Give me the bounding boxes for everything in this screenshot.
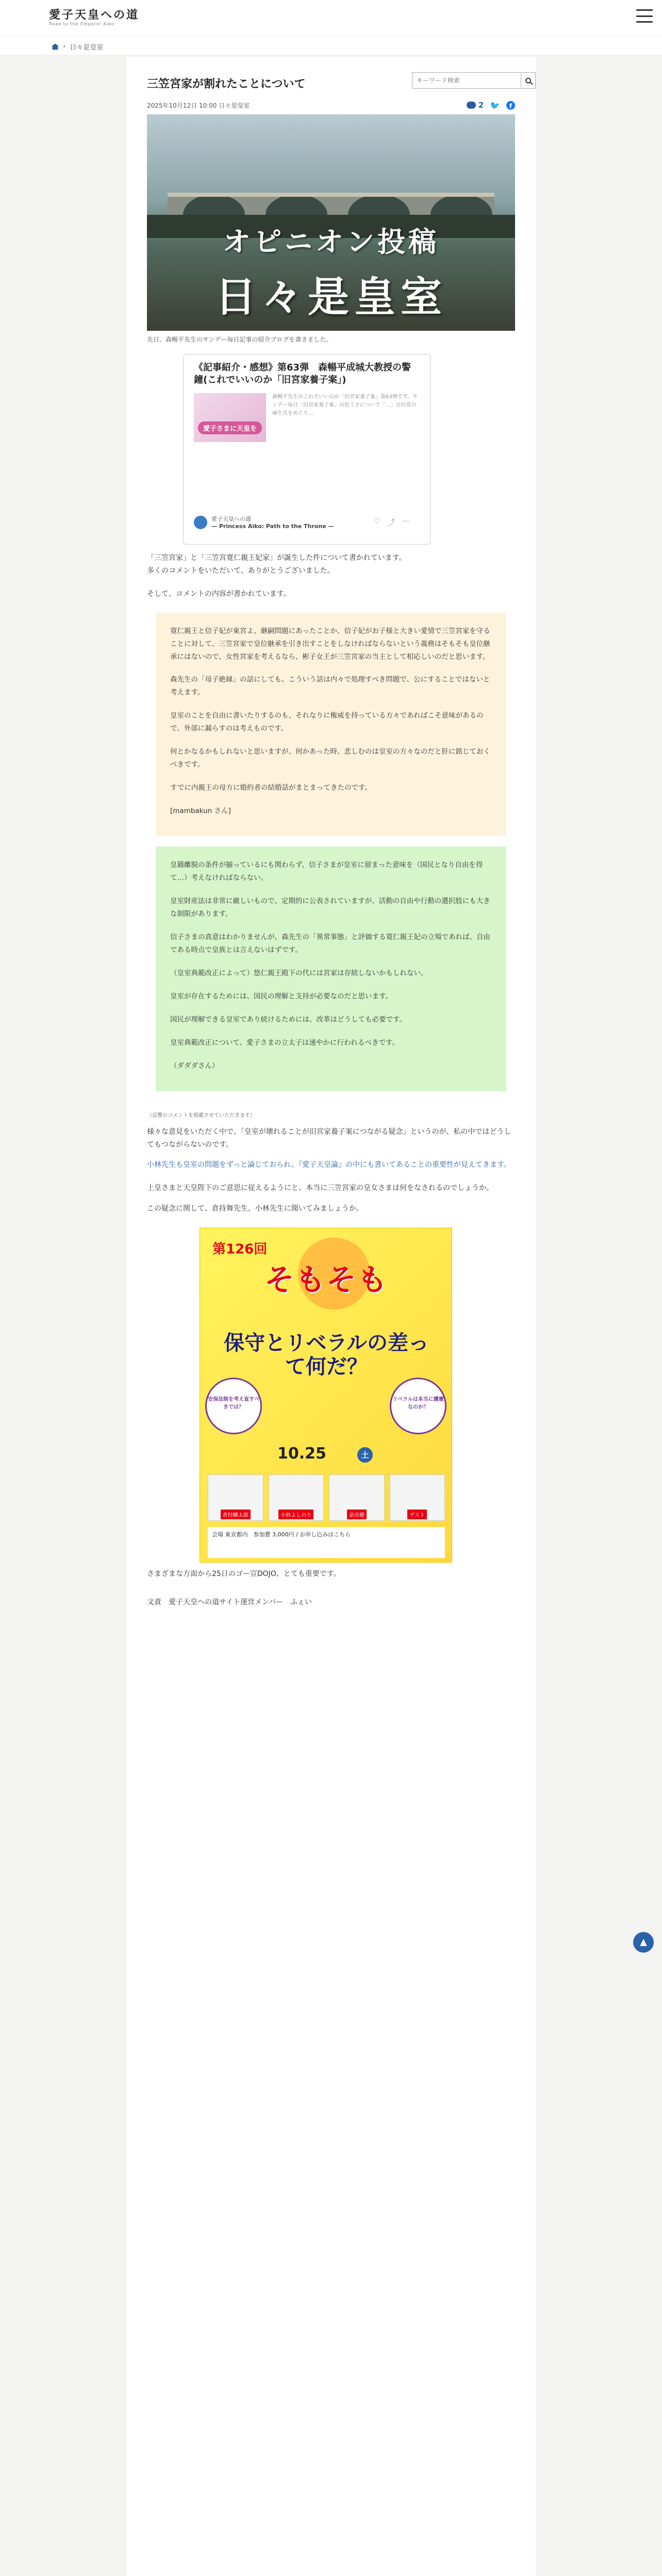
article-meta [147,96,515,114]
closing-paragraph: さまざまな方面から25日のゴー宣DOJO、とても重要です。 [147,1569,341,1578]
quote-paragraph: 何とかなるかもしれないと思いますが、何かあった時、悲しむのは皇室の方々なのだと肝に銘じておくべきです。 [170,748,490,769]
share-bar [467,100,515,110]
comment-quote-1 [156,613,506,837]
hero-title-1: オピニオン投稿 [223,225,439,258]
intro-paragraph-2: 多くのコメントをいただいて、ありがとうございました。 [147,567,335,575]
speaker: 小林よしのり [269,1475,324,1521]
embed-thumbnail [194,393,266,442]
search-box [412,72,536,89]
site-header [0,0,662,36]
quote-author: [mambakun さん] [170,807,231,816]
event-poster[interactable] [200,1228,452,1563]
embed-title[interactable]: 《記事紹介・感想》第63弾 森暢平成城大教授の警鐘(これでいいのか「旧宮家養子案」) [194,362,411,386]
scroll-to-top-button[interactable]: ▲ [633,1932,654,1953]
poster-right-bubble: リベラルは本当に護憲なのか？ [390,1378,446,1434]
quote-paragraph: 寛仁親王と信子妃が東宮よ、継嗣問題にあったことか、信子妃がお子様と大きい愛情で三笠宮家を守ることに対して、三笠宮家で皇位継承を引き出すことをしなければならないという義務はそもそも皇位継承にはないので、女性宮家を考えるなら、彬子女王が三笠宮家の当主として相応しいのだと思います。 [170,626,490,661]
quote-paragraph: 森先生の「母子絶縁」の話にしても、こういう話は内々で処理すべき問題で、公にすることではないと考えます。 [170,675,490,697]
poster-date: 10.25 [277,1444,326,1463]
hero-title-2: 日々是皇室 [215,273,447,321]
speaker: ゲスト [390,1475,445,1521]
outro-paragraph-4: この疑念に関して、倉持舞先生、小林先生に聞いてみましょうか。 [147,1204,363,1213]
home-icon[interactable] [52,44,59,50]
article-credit: 文責 愛子天皇への道サイト運営メンバー ふぇい [147,1598,312,1606]
article-container [126,57,536,2576]
comment-icon [467,101,476,109]
search-button[interactable] [521,73,535,88]
poster-info: 会場 東京都内 参加費 3,000円 / お申し込みはこちら [208,1527,445,1558]
speaker: 倉持麟太郎 [208,1475,263,1521]
twitter-icon[interactable]: 🐦 [490,100,500,110]
page-title: 三笠宮家が割れたことについて [147,78,306,91]
avatar [194,516,207,529]
quote-paragraph: 皇室のことを自由に書いたりするのも、それなりに権威を持っている方々であればこそ意味があるので、外部に漏らすのは考えものです。 [170,711,484,733]
quote-paragraph: すでに内親王の母方に婚約者の結婚話がまとまってきたのです。 [170,784,372,792]
poster-title: 保守とリベラルの差って何だ？ [224,1331,429,1379]
outro-paragraph-1: 様々な意見をいただく中で、「皇室が壊れることが旧宮家養子案につながる疑念」というのが、私の中ではどうしてもつながらないのです。 [147,1127,511,1149]
intro-paragraph-1: 「三笠宮家」と「三笠宮寛仁親王妃家」が誕生した件について書かれています。 [147,554,406,562]
quote-paragraph: 皇室が存在するためには、国民の理解と支持が必要なのだと思います。 [170,992,392,1001]
search-icon [525,78,531,83]
quote-paragraph: 皇籍離脱の条件が揃っているにも関わらず、信子さまが皇室に留まった意味を（国民となり自由を得て…）考えなければならない。 [170,861,483,883]
embedded-post-card[interactable] [183,354,431,545]
embed-author[interactable]: 愛子天皇への道 [211,516,251,522]
site-logo[interactable]: 愛子天皇への道 [49,8,140,22]
menu-icon[interactable] [636,9,653,23]
poster-number: 第126回 [212,1241,268,1257]
quote-paragraph: 皇室典範改正について、愛子さまの立太子は速やかに行われるべきです。 [170,1038,399,1047]
embed-actions [374,517,409,528]
outro-paragraph-3: 上皇さまと天皇陛下のご意思に従えるようにと、本当に三笠宮家の皇女さまは何をなされるのでしょうか。 [147,1184,493,1193]
embed-feed: — Princess Aiko: Path to the Throne — [211,523,334,530]
poster-weekday: 土 [357,1447,373,1463]
poster-left-bubble: 安保法制を考え直すべきでは？ [205,1378,262,1434]
more-icon[interactable]: ⋯ [402,517,409,526]
search-input[interactable] [412,77,521,84]
hero-image [147,114,515,331]
speaker: 泉房穂 [329,1475,385,1521]
poster-headline: そもそも [264,1262,388,1297]
quote-paragraph: 信子さまの真意はわかりませんが、森先生の「異常事態」と評価する寛仁親王妃の立場であれば、自由である時点で皇族とは言えないはずです。 [170,933,490,955]
article-date: 2025年10月12日 10:00 日々是皇室 [147,101,250,109]
poster-speakers [208,1475,445,1521]
quote-paragraph: （皇室典範改正によって）悠仁親王殿下の代には宮家は存続しないかもしれない。 [170,969,428,978]
facebook-icon[interactable]: f [506,101,515,110]
quote-paragraph: 国民が理解できる皇室であり続けるためには、改革はどうしても必要です。 [170,1015,406,1024]
breadcrumb-category[interactable]: 日々是皇室 [70,44,104,52]
comment-count[interactable]: 2 [467,100,484,110]
embed-thumb-label: 愛子さまに天皇を [198,421,262,434]
quote-author: （ダダダさん） [170,1061,219,1070]
embed-description: 森暢平先生のこれでいいのか「旧宮家養子案」第63弾です。サンデー毎日「旧宮家養子案」の危うさについて「…」自民党の麻生氏をめぐり… [272,394,418,416]
comment-quote-2 [156,846,506,1091]
breadcrumb: › 日々是皇室 [0,36,662,55]
intro-paragraph-3: そして、コメントの内容が書かれています。 [147,590,291,599]
quote-paragraph: 皇室財産法は非常に厳しいもので、定期的に公表されていますが、活動の自由や行動の選択肢にも大きな制限があります。 [170,897,490,919]
hero-caption: 先日、森暢平先生のサンデー毎日記事の紹介ブログを書きました。 [147,336,333,343]
site-logo-sub: Road to the Emperor Aiko [49,22,114,26]
heart-icon[interactable]: ♡ [374,517,380,526]
comment-note: （反響のコメントを掲載させていただきます） [147,1112,255,1118]
outro-link[interactable]: 小林先生も皇室の問題をずっと論じておられ、『愛子天皇論』の中にも書いてあることの重要性が見えてきます。 [147,1161,511,1170]
share-icon[interactable]: ⤴ [388,519,395,527]
